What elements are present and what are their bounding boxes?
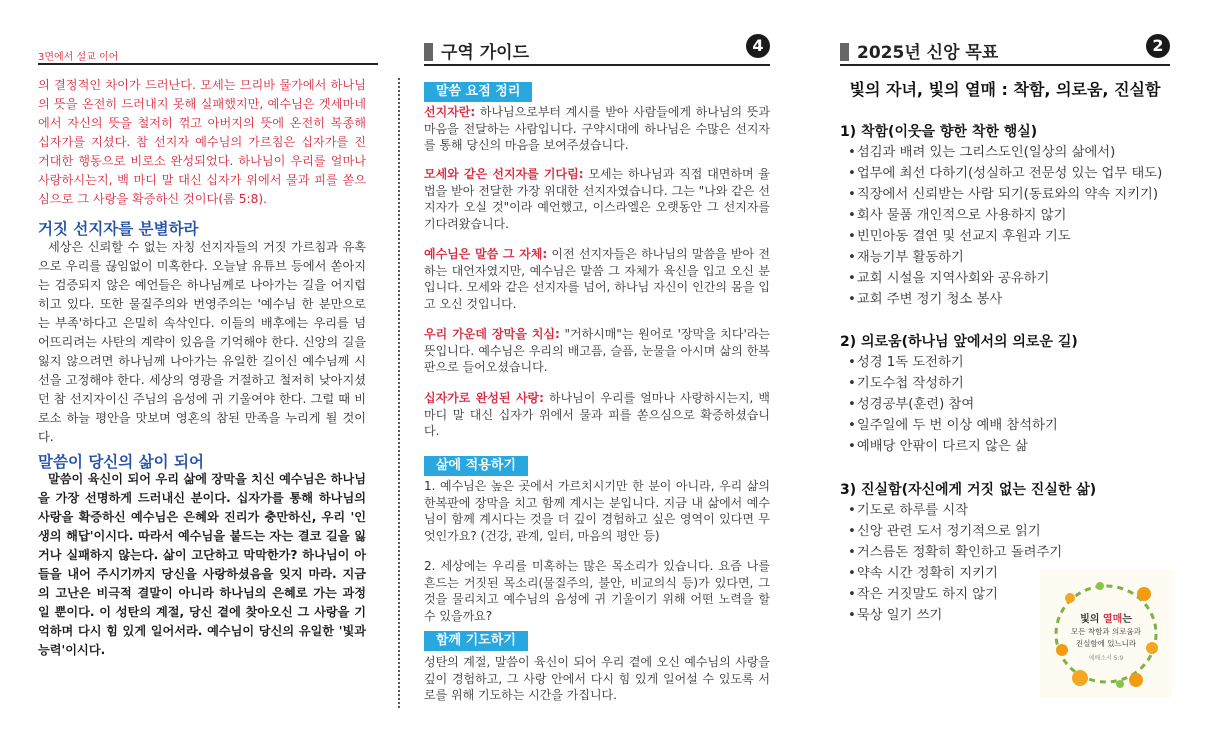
goal-item: • 예배당 안팎이 다르지 않은 삶: [848, 436, 1183, 457]
goal-item: • 약속 시간 정확히 지키기: [848, 563, 1183, 584]
goal-group-title: 2) 의로움(하나님 앞에서의 의로운 길): [840, 334, 1078, 350]
goal-item: • 업무에 최선 다하기(성실하고 전문성 있는 업무 태도): [848, 163, 1183, 184]
goal-item: • 교회 시설을 지역사회와 공유하기: [848, 268, 1183, 289]
tag-apply: 삶에 적용하기: [424, 456, 528, 476]
summary-item: 예수님은 말씀 그 자체: 이전 선지자들은 하나님의 말씀을 받아 전하는 대언자였지만, 예수님은 말씀 그 자체가 육신을 입고 오신 분입니다. 모세와 같은 선지자를 넘어, 하나님 자신이 인간의 몸을 입고 오신 것입니다.: [424, 247, 770, 311]
page-number-badge: 4: [746, 34, 770, 58]
goal-item: • 신앙 관련 도서 정기적으로 읽기: [848, 521, 1183, 542]
continued-note: 3면에서 설교 이어: [38, 52, 119, 63]
goal-group-title: 3) 진실함(자신에게 거짓 없는 진실한 삶): [840, 482, 1097, 498]
goal-group-title: 1) 착함(이웃을 향한 착한 행실): [840, 124, 1038, 140]
tag-pray: 함께 기도하기: [424, 631, 528, 651]
goal-item: • 기도수첩 작성하기: [848, 373, 1183, 394]
goal-item: • 작은 거짓말도 하지 않기: [848, 584, 1183, 605]
continued-header: [38, 38, 378, 64]
apply-item: 2. 세상에는 우리를 미혹하는 많은 목소리가 있습니다. 요즘 나를 흔드는 거짓된 목소리(물질주의, 불안, 비교의식 등)가 있다면, 그것을 물리치고 예수님의 음성에 귀 기울이기 위해 어떤 노력을 할 수 있을까요?: [424, 559, 770, 623]
apply-item: 1. 예수님은 높은 곳에서 가르치시기만 한 분이 아니라, 우리 삶의 한복판에 장막을 치고 함께 계시는 분입니다. 지금 내 삶에서 예수님이 함께 계시다는 것을 더 깊이 경험하고 싶은 영역이 있다면 무엇인가요? (건강, 관계, 일터, 마음의 평안 등): [424, 479, 770, 543]
goal-item: • 교회 주변 정기 청소 봉사: [848, 289, 1183, 310]
section-title-goals: 2025년 신앙 목표: [840, 38, 998, 63]
tag-summary: 말씀 요점 정리: [424, 82, 532, 102]
title-bar-icon: [840, 43, 849, 61]
goal-list: [840, 352, 1183, 457]
section-header-guide: [424, 38, 770, 66]
wreath-illustration: [1040, 570, 1172, 698]
summary-item: 우리 가운데 장막을 치심: "거하시매"는 원어로 '장막을 치다'라는 뜻입니다. 예수님은 우리의 배고픔, 슬픔, 눈물을 아시며 삶의 한복판으로 들어오셨습니다.: [424, 327, 770, 374]
sermon-intro: 의 결정적인 차이가 드러난다. 모세는 므리바 물가에서 하나님의 뜻을 온전히 드러내지 못해 실패했지만, 예수님은 겟세마네에서 자신의 뜻을 철저히 꺾고 아버지의 뜻에 온전히 복종해 십자가를 지셨다. 참 선지자 예수님의 가르침은 십자가를 진 거대한 행동으로 비로소 완성되었다. 하나님이 우리를 얼마나 사랑하시는지, 백 마디 말 대신 십자가 위에서 물과 피를 쏟으심으로 그 사랑을 확증하신 것이다(롬 5:8).: [38, 78, 366, 206]
goal-item: • 빈민아동 결연 및 선교지 후원과 기도: [848, 226, 1183, 247]
page-number-badge: 2: [1146, 34, 1170, 58]
heading-word-life: 말씀이 당신의 삶이 되어: [38, 453, 204, 471]
goal-item: • 일주일에 두 번 이상 예배 참석하기: [848, 415, 1183, 436]
goal-item: • 거스름돈 정확히 확인하고 돌려주기: [848, 542, 1183, 563]
summary-item: 모세와 같은 선지자를 기다림: 모세는 하나님과 직접 대면하며 율법을 받아 전달한 가장 위대한 선지자였습니다. 그는 "나와 같은 선지자가 오실 것"이라 예언했고, 이스라엘은 오랫동안 그 선지자를 기다려왔습니다.: [424, 167, 770, 231]
title-bar-icon: [424, 43, 433, 61]
goal-item: • 기도로 하루를 시작: [848, 500, 1183, 521]
goal-item: • 직장에서 신뢰받는 사람 되기(동료와의 약속 지키기): [848, 184, 1183, 205]
section-header-goals: [840, 38, 1170, 66]
header-rule: [38, 63, 378, 65]
goal-item: • 묵상 일기 쓰기: [848, 605, 1183, 626]
summary-item: 선지자란: 하나님으로부터 계시를 받아 사람들에게 하나님의 뜻과 마음을 전달하는 사람입니다. 구약시대에 하나님은 수많은 선지자를 통해 당신의 마음을 보여주셨습니다.: [424, 105, 770, 152]
goal-list: [840, 142, 1183, 310]
goal-item: • 재능기부 활동하기: [848, 247, 1183, 268]
goal-item: • 섬김과 배려 있는 그리스도인(일상의 삶에서): [848, 142, 1183, 163]
heading-false-prophets: 거짓 선지자를 분별하라: [38, 220, 199, 238]
goal-item: • 성경 1독 도전하기: [848, 352, 1183, 373]
paragraph-word-life: 말씀이 육신이 되어 우리 삶에 장막을 치신 예수님은 하나님을 가장 선명하게 드러내신 분이다. 십자가를 통해 하나님의 사랑을 확증하신 예수님은 은혜와 진리가 충만하신, 우리 '인생의 해답'이시다. 따라서 예수님을 붙드는 자는 결코 길을 잃거나 실패하지 않는다. 삶이 고단하고 막막한가? 하나님이 아들을 내어 주시기까지 당신을 사랑하셨음을 잊지 마라. 지금의 고난은 비극적 결말이 아니라 하나님의 은혜로 가는 과정일 뿐이다. 이 성탄의 계절, 당신 곁에 찾아오신 그 사랑을 기억하며 다시 힘 있게 일어서라. 예수님이 당신의 유일한 '빛과 능력'이시다.: [38, 472, 366, 657]
goal-theme: 빛의 자녀, 빛의 열매 : 착함, 의로움, 진실함: [849, 80, 1161, 99]
goal-item: • 성경공부(훈련) 참여: [848, 394, 1183, 415]
prayer-text: 성탄의 계절, 말씀이 육신이 되어 우리 곁에 오신 예수님의 사랑을 깊이 경험하고, 그 사랑 안에서 다시 힘 있게 일어설 수 있도록 서로를 위해 기도하는 시간을 가집니다.: [424, 655, 770, 702]
column-divider: [398, 78, 400, 708]
wreath-verse: 빛의 열매는 모든 착함과 의로움과 진실함에 있느니라 에베소서 5:9: [1071, 614, 1141, 662]
goal-item: • 회사 물품 개인적으로 사용하지 않기: [848, 205, 1183, 226]
paragraph-false-prophets: 세상은 신뢰할 수 없는 자칭 선지자들의 거짓 가르침과 유혹으로 우리를 끊임없이 미혹한다. 오늘날 유튜브 등에서 쏟아지는 검증되지 않은 예언들은 하나님께로 나아가는 길을 어지럽히고 있다. 또한 물질주의와 번영주의는 '예수님 한 분만으로는 부족'하다고 은밀히 속삭인다. 이들의 배후에는 우리를 넘어뜨리려는 사탄의 계략이 있음을 기억해야 한다. 신앙의 길을 잃지 않으려면 하나님께 나아가는 유일한 길이신 예수님께 시선을 고정해야 한다. 세상의 영광을 거절하고 철저히 낮아지셨던 참 선지자이신 주님의 음성에 귀 기울여야 한다. 그럴 때 비로소 하늘 평안을 맛보며 영혼의 참된 만족을 누리게 될 것이다.: [38, 240, 366, 444]
summary-item: 십자가로 완성된 사랑: 하나님이 우리를 얼마나 사랑하시는지, 백 마디 말 대신 십자가 위에서 물과 피를 쏟으심으로 확증하셨습니다.: [424, 391, 771, 438]
section-title-guide: 구역 가이드: [424, 38, 529, 63]
